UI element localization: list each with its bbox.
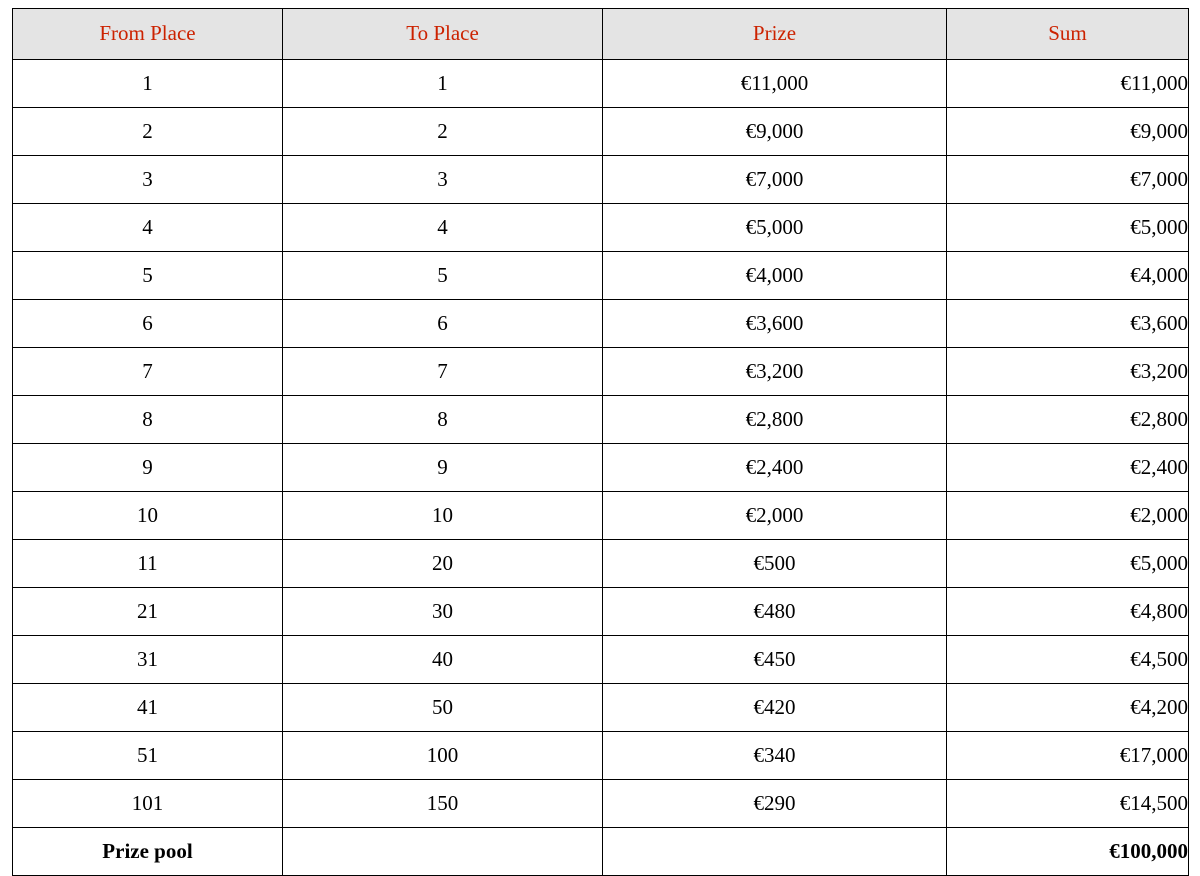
table-row — [13, 732, 1189, 780]
cell-from-place: 4 — [13, 204, 283, 252]
cell-to-place: 40 — [283, 636, 603, 684]
cell-prize: €2,000 — [603, 492, 947, 540]
cell-from-place: 9 — [13, 444, 283, 492]
table-header — [13, 9, 1189, 60]
cell-from-place: 3 — [13, 156, 283, 204]
cell-prize: €2,400 — [603, 444, 947, 492]
column-header-prize: Prize — [603, 9, 947, 60]
cell-prize: €11,000 — [603, 60, 947, 108]
cell-prize: €7,000 — [603, 156, 947, 204]
cell-prize: €4,000 — [603, 252, 947, 300]
cell-to-place: 3 — [283, 156, 603, 204]
cell-prize-pool-label: Prize pool — [13, 828, 283, 876]
cell-to-place: 6 — [283, 300, 603, 348]
table-row — [13, 492, 1189, 540]
cell-prize-pool-sum: €100,000 — [947, 828, 1189, 876]
cell-to-place: 4 — [283, 204, 603, 252]
table-row — [13, 396, 1189, 444]
cell-prize: €3,600 — [603, 300, 947, 348]
table-row — [13, 252, 1189, 300]
cell-sum: €4,000 — [947, 252, 1189, 300]
cell-from-place: 1 — [13, 60, 283, 108]
cell-to-place: 30 — [283, 588, 603, 636]
cell-prize: €9,000 — [603, 108, 947, 156]
cell-sum: €17,000 — [947, 732, 1189, 780]
cell-sum: €9,000 — [947, 108, 1189, 156]
cell-from-place: 11 — [13, 540, 283, 588]
cell-to-place: 8 — [283, 396, 603, 444]
cell-from-place: 2 — [13, 108, 283, 156]
cell-sum: €2,000 — [947, 492, 1189, 540]
cell-prize: €420 — [603, 684, 947, 732]
cell-to-place: 7 — [283, 348, 603, 396]
cell-sum: €3,200 — [947, 348, 1189, 396]
cell-from-place: 101 — [13, 780, 283, 828]
table-row — [13, 60, 1189, 108]
table-row — [13, 156, 1189, 204]
cell-to-place: 100 — [283, 732, 603, 780]
cell-sum: €4,500 — [947, 636, 1189, 684]
cell-sum: €4,800 — [947, 588, 1189, 636]
cell-from-place: 41 — [13, 684, 283, 732]
cell-to-place: 5 — [283, 252, 603, 300]
prize-distribution-table — [12, 8, 1189, 876]
table-total-row — [13, 828, 1189, 876]
cell-from-place: 51 — [13, 732, 283, 780]
cell-to-place: 1 — [283, 60, 603, 108]
cell-prize-pool-prize — [603, 828, 947, 876]
cell-sum: €7,000 — [947, 156, 1189, 204]
cell-prize: €500 — [603, 540, 947, 588]
table-row — [13, 540, 1189, 588]
table-row — [13, 684, 1189, 732]
cell-to-place: 2 — [283, 108, 603, 156]
cell-prize: €290 — [603, 780, 947, 828]
cell-sum: €5,000 — [947, 204, 1189, 252]
table-body — [13, 60, 1189, 876]
table-row — [13, 300, 1189, 348]
table-row — [13, 348, 1189, 396]
cell-sum: €2,800 — [947, 396, 1189, 444]
cell-from-place: 5 — [13, 252, 283, 300]
cell-prize: €5,000 — [603, 204, 947, 252]
column-header-sum: Sum — [947, 9, 1189, 60]
column-header-from-place: From Place — [13, 9, 283, 60]
column-header-to-place: To Place — [283, 9, 603, 60]
cell-from-place: 6 — [13, 300, 283, 348]
cell-to-place: 9 — [283, 444, 603, 492]
table-row — [13, 444, 1189, 492]
table-row — [13, 588, 1189, 636]
cell-sum: €5,000 — [947, 540, 1189, 588]
cell-prize: €340 — [603, 732, 947, 780]
cell-from-place: 7 — [13, 348, 283, 396]
cell-from-place: 31 — [13, 636, 283, 684]
table-row — [13, 636, 1189, 684]
cell-to-place: 10 — [283, 492, 603, 540]
cell-sum: €4,200 — [947, 684, 1189, 732]
cell-sum: €11,000 — [947, 60, 1189, 108]
table-row — [13, 780, 1189, 828]
cell-sum: €3,600 — [947, 300, 1189, 348]
cell-from-place: 10 — [13, 492, 283, 540]
cell-to-place: 20 — [283, 540, 603, 588]
table-row — [13, 108, 1189, 156]
cell-prize: €450 — [603, 636, 947, 684]
cell-prize-pool-to — [283, 828, 603, 876]
cell-prize: €2,800 — [603, 396, 947, 444]
cell-to-place: 50 — [283, 684, 603, 732]
cell-to-place: 150 — [283, 780, 603, 828]
cell-prize: €480 — [603, 588, 947, 636]
cell-prize: €3,200 — [603, 348, 947, 396]
table-row — [13, 204, 1189, 252]
table-header-row — [13, 9, 1189, 60]
cell-sum: €14,500 — [947, 780, 1189, 828]
cell-from-place: 21 — [13, 588, 283, 636]
cell-from-place: 8 — [13, 396, 283, 444]
cell-sum: €2,400 — [947, 444, 1189, 492]
